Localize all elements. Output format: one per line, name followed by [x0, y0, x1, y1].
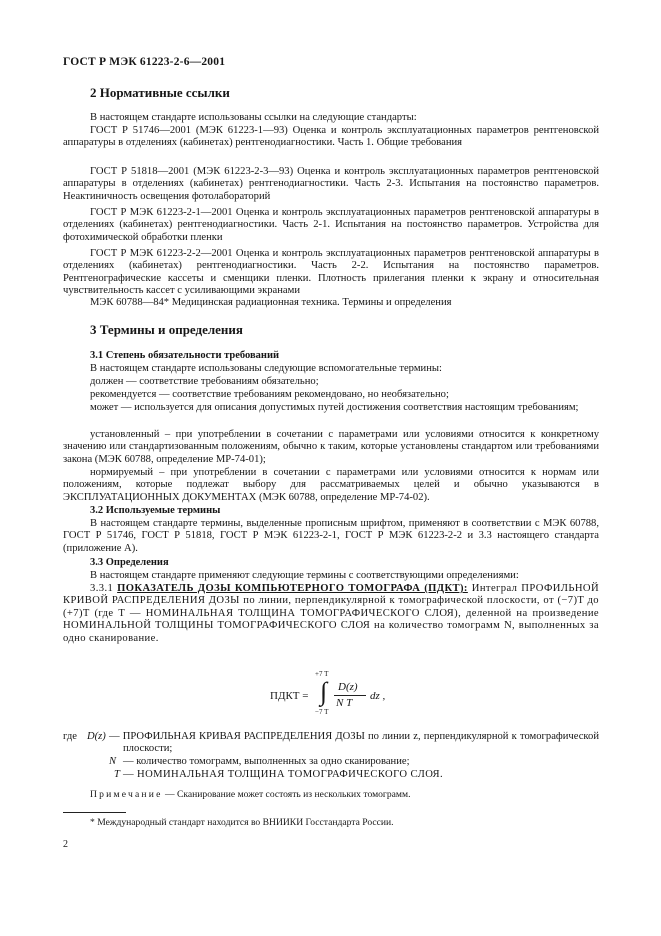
where-symbol-dz: D(z): [87, 731, 106, 742]
definition-pdkt: [63, 583, 599, 645]
pdkt-formula: [270, 668, 490, 720]
formula-lhs: ПДКТ =: [270, 690, 309, 702]
where-symbol-n: N: [109, 756, 117, 767]
note: [90, 789, 410, 800]
definition-number: 3.3.1: [90, 583, 114, 594]
terms-intro: В настоящем стандарте использованы следующие вспомогательные термины:: [90, 363, 442, 374]
definition-text: Интеграл ПРОФИЛЬНОЙ КРИВОЙ РАСПРЕДЕЛЕНИЯ ДОЗЫ по линии, перпендикулярной к томографической плоскости, от (−7)T до (+7)T (где T — НОМИНАЛЬНАЯ ТОЛЩИНА ТОМОГРАФИЧЕСКОГО СЛОЯ), деленной на произведение НОМИНАЛЬНОЙ ТОЛЩИНЫ ТОМОГРАФИЧЕСКОГО СЛОЯ на количество томограмм N, выполненных за одно сканирование.: [63, 583, 599, 644]
definition-term: ПОКАЗАТЕЛЬ ДОЗЫ КОМПЬЮТЕРНОГО ТОМОГРАФА (ПДКТ):: [117, 583, 468, 594]
formula-upper-limit: +7 T: [315, 670, 329, 678]
used-terms-text: В настоящем стандарте термины, выделенные прописным шрифтом, применяют в соответствии с МЭК 60788, ГОСТ Р 51746, ГОСТ Р 51818, ГОСТ Р МЭК 61223-2-1, ГОСТ Р МЭК 61223-2-2 и 3.3 настоящего стандарта (приложение А).: [63, 518, 599, 554]
term-rekomenduetsya: рекомендуется — соответствие требованиям рекомендовано, но необязательно;: [90, 389, 449, 400]
ref-gost-51818: ГОСТ Р 51818—2001 (МЭК 61223-2-3—93) Оценка и контроль эксплуатационных параметров рентгеновской аппаратуры в отделениях (кабинетах) рентгенодиагностики. Часть 2-3. Испытания на постоянство параметров. Неактиничность освещения фотолабораторий: [63, 166, 599, 202]
ref-gost-iec-2-1: ГОСТ Р МЭК 61223-2-1—2001 Оценка и контроль эксплуатационных параметров рентгеновской аппаратуры в отделениях (кабинетах) рентгенодиагностики. Часть 2-1. Испытания на постоянство параметров. Устройства для фотохимической обработки пленки: [63, 207, 599, 243]
ref-gost-51746: ГОСТ Р 51746—2001 (МЭК 61223-1—93) Оценка и контроль эксплуатационных параметров рентгеновской аппаратуры в отделениях (кабинетах) рентгенодиагностики. Часть 1. Общие требования: [63, 125, 599, 149]
formula-differential: dz ,: [370, 690, 386, 702]
integral-sign: ∫: [320, 677, 328, 706]
running-header: ГОСТ Р МЭК 61223-2-6—2001: [63, 56, 226, 68]
note-label: Примечание: [90, 789, 163, 800]
formula-numerator: D(z): [338, 681, 358, 693]
term-ustanovlenny: установленный – при употреблении в сочетании с параметрами или условиями относится к конкретному значению или стандартизованным положениям, обычно к таким, которые установлены стандартом или требованиями закона (МЭК 60788, определение МР-74-01);: [63, 429, 599, 465]
page-number: 2: [63, 839, 68, 850]
refs-intro: В настоящем стандарте использованы ссылки на следующие стандарты:: [90, 112, 417, 123]
term-mozhet: может — используется для описания допустимых путей достижения соответствия настоящим требованиям;: [90, 402, 579, 413]
ref-gost-iec-2-2: ГОСТ Р МЭК 61223-2-2—2001 Оценка и контроль эксплуатационных параметров рентгеновской аппаратуры в отделениях (кабинетах) рентгенодиагностики. Часть 2-2. Испытания на постоянство параметров. Рентгенографические кассеты и сменщики пленки. Плотность прилегания пленки к экрану и относительная чувствительность кассет с усиливающими экранами: [63, 248, 599, 297]
term-dolzhen: должен — соответствие требованиям обязательно;: [90, 376, 319, 387]
where-symbol-t: T: [114, 769, 120, 780]
where-t-text: — НОМИНАЛЬНАЯ ТОЛЩИНА ТОМОГРАФИЧЕСКОГО СЛОЯ.: [123, 769, 444, 780]
footnote-divider: [63, 812, 126, 813]
formula-denominator: N T: [336, 697, 353, 709]
where-label: где: [63, 731, 77, 742]
term-normiruemy: нормируемый – при употреблении в сочетании с параметрами или условиями относится к нормам или положениям, которые подлежат выбору для рассматриваемых целей и обычно указываются в ЭКСПЛУАТАЦИОННЫХ ДОКУМЕНТАХ (МЭК 60788, определение МР-74-02).: [63, 467, 599, 503]
definitions-intro: В настоящем стандарте применяют следующие термины с соответствующими определениями:: [90, 570, 519, 581]
fraction-bar: [334, 695, 366, 696]
where-dz-desc: — ПРОФИЛЬНАЯ КРИВАЯ РАСПРЕДЕЛЕНИЯ ДОЗЫ по линии z, перпендикулярной к томографической плоскости;: [109, 731, 599, 755]
subsection-3-1-heading: 3.1 Степень обязательности требований: [90, 350, 280, 361]
subsection-3-3-heading: 3.3 Определения: [90, 557, 169, 568]
footnote: * Международный стандарт находится во ВНИИКИ Госстандарта России.: [90, 817, 394, 828]
subsection-3-2-heading: 3.2 Используемые термины: [90, 505, 221, 516]
where-dz-text: [109, 731, 599, 756]
formula-lower-limit: −7 T: [315, 708, 329, 716]
section-3-heading: 3 Термины и определения: [90, 322, 243, 337]
section-2-heading: 2 Нормативные ссылки: [90, 85, 230, 100]
ref-iec-60788: МЭК 60788—84* Медицинская радиационная техника. Термины и определения: [90, 297, 452, 308]
note-text: — Сканирование может состоять из нескольких томограмм.: [164, 789, 411, 800]
where-n-text: — количество томограмм, выполненных за одно сканирование;: [123, 756, 410, 767]
